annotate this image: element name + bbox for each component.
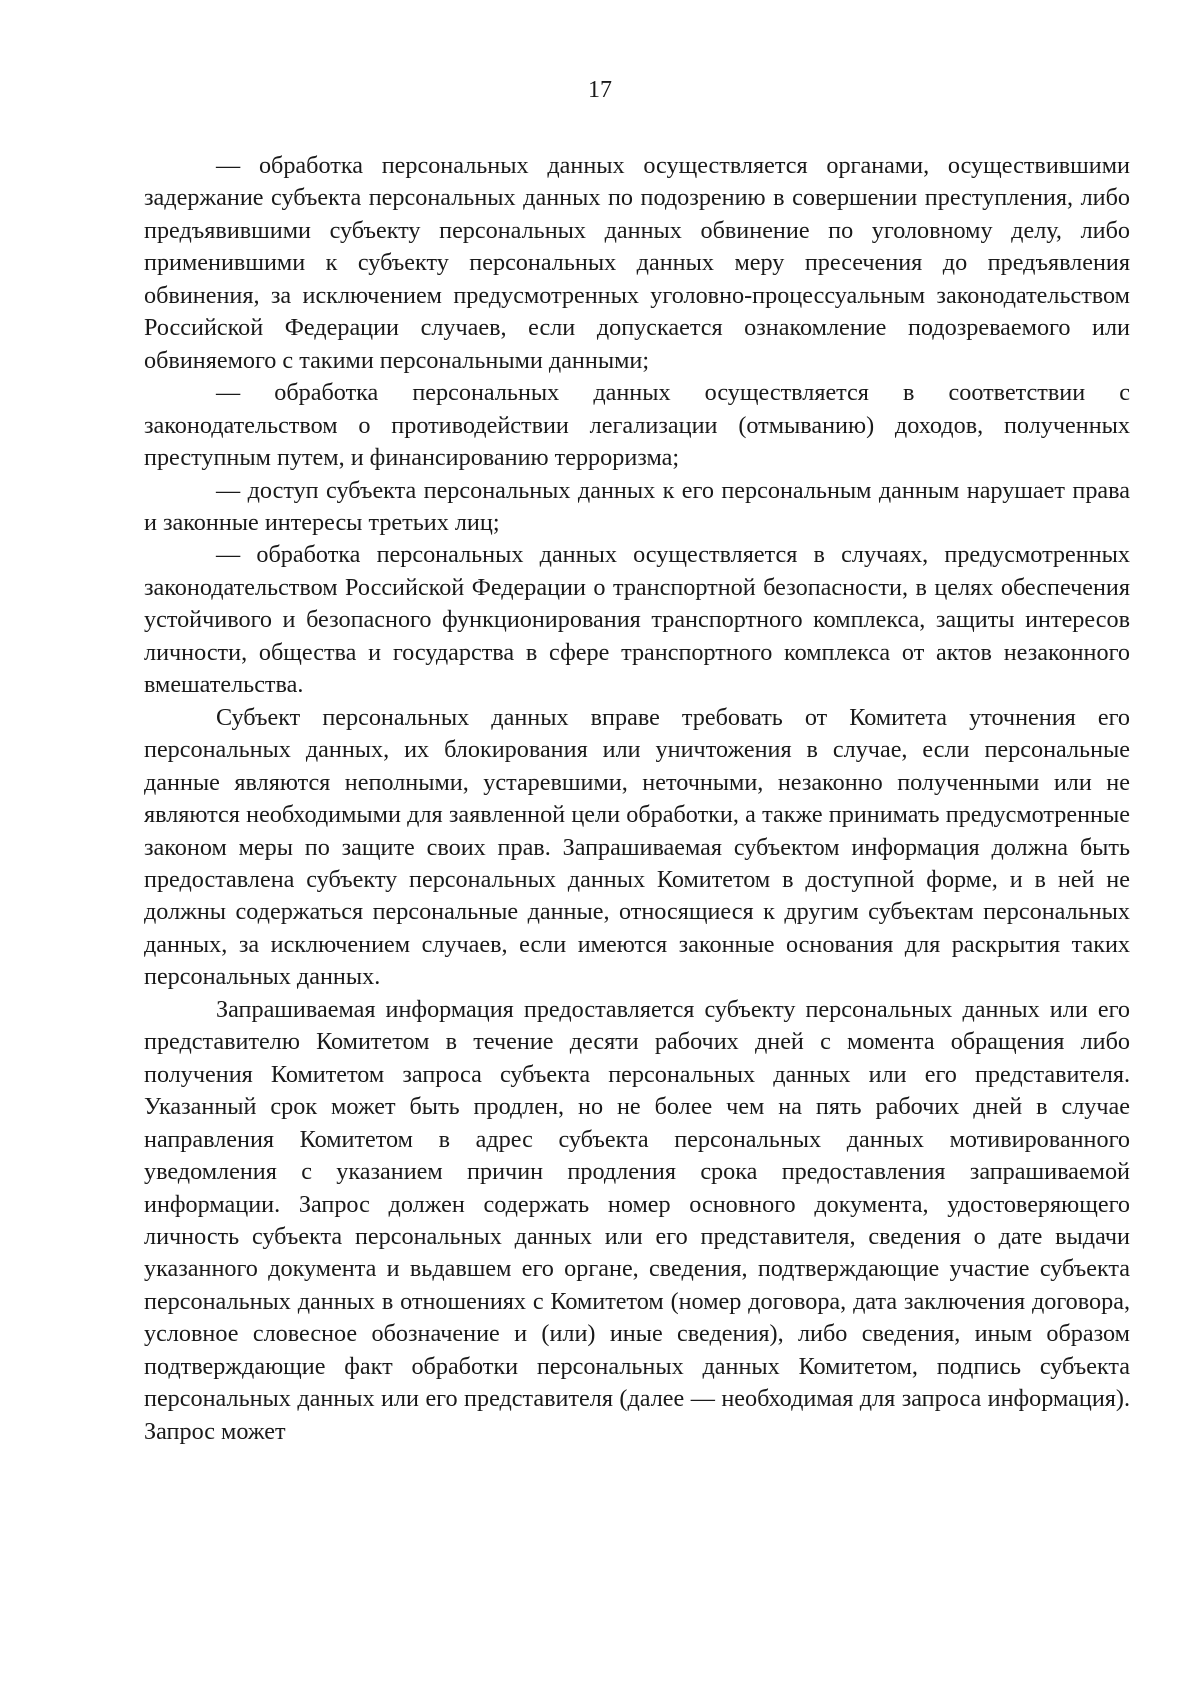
- paragraph-list-item-money-laundering: — обработка персональных данных осуществляется в соответствии с законодательством о противодействии легализации (отмыванию) доходов, полученных преступным путем, и финансированию терроризма;: [144, 379, 1130, 472]
- page-number: 17: [588, 77, 612, 103]
- paragraph-list-item-third-party-rights: — доступ субъекта персональных данных к его персональным данным нарушает права и законные интересы третьих лиц;: [144, 476, 1130, 536]
- paragraph-subject-rights: Субъект персональных данных вправе требовать от Комитета уточнения его персональных данных, их блокирования или уничтожения в случае, если персональные данные являются неполными, устаревшими, неточными, незаконно полученными или не являются необходимыми для заявленной цели обработки, а также принимать предусмотренные законом меры по защите своих прав. Запрашиваемая субъектом информация должна быть предоставлена субъекту персональных данных Комитетом в доступной форме, и в ней не должны содержаться персональные данные, относящиеся к другим субъектам персональных данных, за исключением случаев, если имеются законные основания для раскрытия таких персональных данных.: [144, 703, 1130, 991]
- paragraph-request-procedure: Запрашиваемая информация предоставляется субъекту персональных данных или его представителю Комитетом в течение десяти рабочих дней с момента обращения либо получения Комитетом запроса субъекта персональных данных или его представителя. Указанный срок может быть продлен, но не более чем на пять рабочих дней в случае направления Комитетом в адрес субъекта персональных данных мотивированного уведомления с указанием причин продления срока предоставления запрашиваемой информации. Запрос должен содержать номер основного документа, удостоверяющего личность субъекта персональных данных или его представителя, сведения о дате выдачи указанного документа и вьдавшем его органе, сведения, подтверждающие участие субъекта персональных данных в отношениях с Комитетом (номер договора, дата заключения договора, условное словесное обозначение и (или) иные сведения), либо сведения, иным образом подтверждающие факт обработки персональных данных Комитетом, подпись субъекта персональных данных или его представителя (далее — необходимая для запроса информация). Запрос может: [144, 995, 1130, 1445]
- body-text: [144, 150, 1130, 1448]
- paragraph-list-item-detention: — обработка персональных данных осуществляется органами, осуществившими задержание субъекта персональных данных по подозрению в совершении преступления, либо предъявившими субъекту персональных данных обвинение по уголовному делу, либо применившими к субъекту персональных данных меру пресечения до предъявления обвинения, за исключением предусмотренных уголовно-процессуальным законодательством Российской Федерации случаев, если допускается ознакомление подозреваемого или обвиняемого с такими персональными данными;: [144, 152, 1130, 374]
- paragraph-list-item-transport-security: — обработка персональных данных осуществляется в случаях, предусмотренных законодательством Российской Федерации о транспортной безопасности, в целях обеспечения устойчивого и безопасного функционирования транспортного комплекса, защиты интересов личности, общества и государства в сфере транспортного комплекса от актов незаконного вмешательства.: [144, 541, 1130, 699]
